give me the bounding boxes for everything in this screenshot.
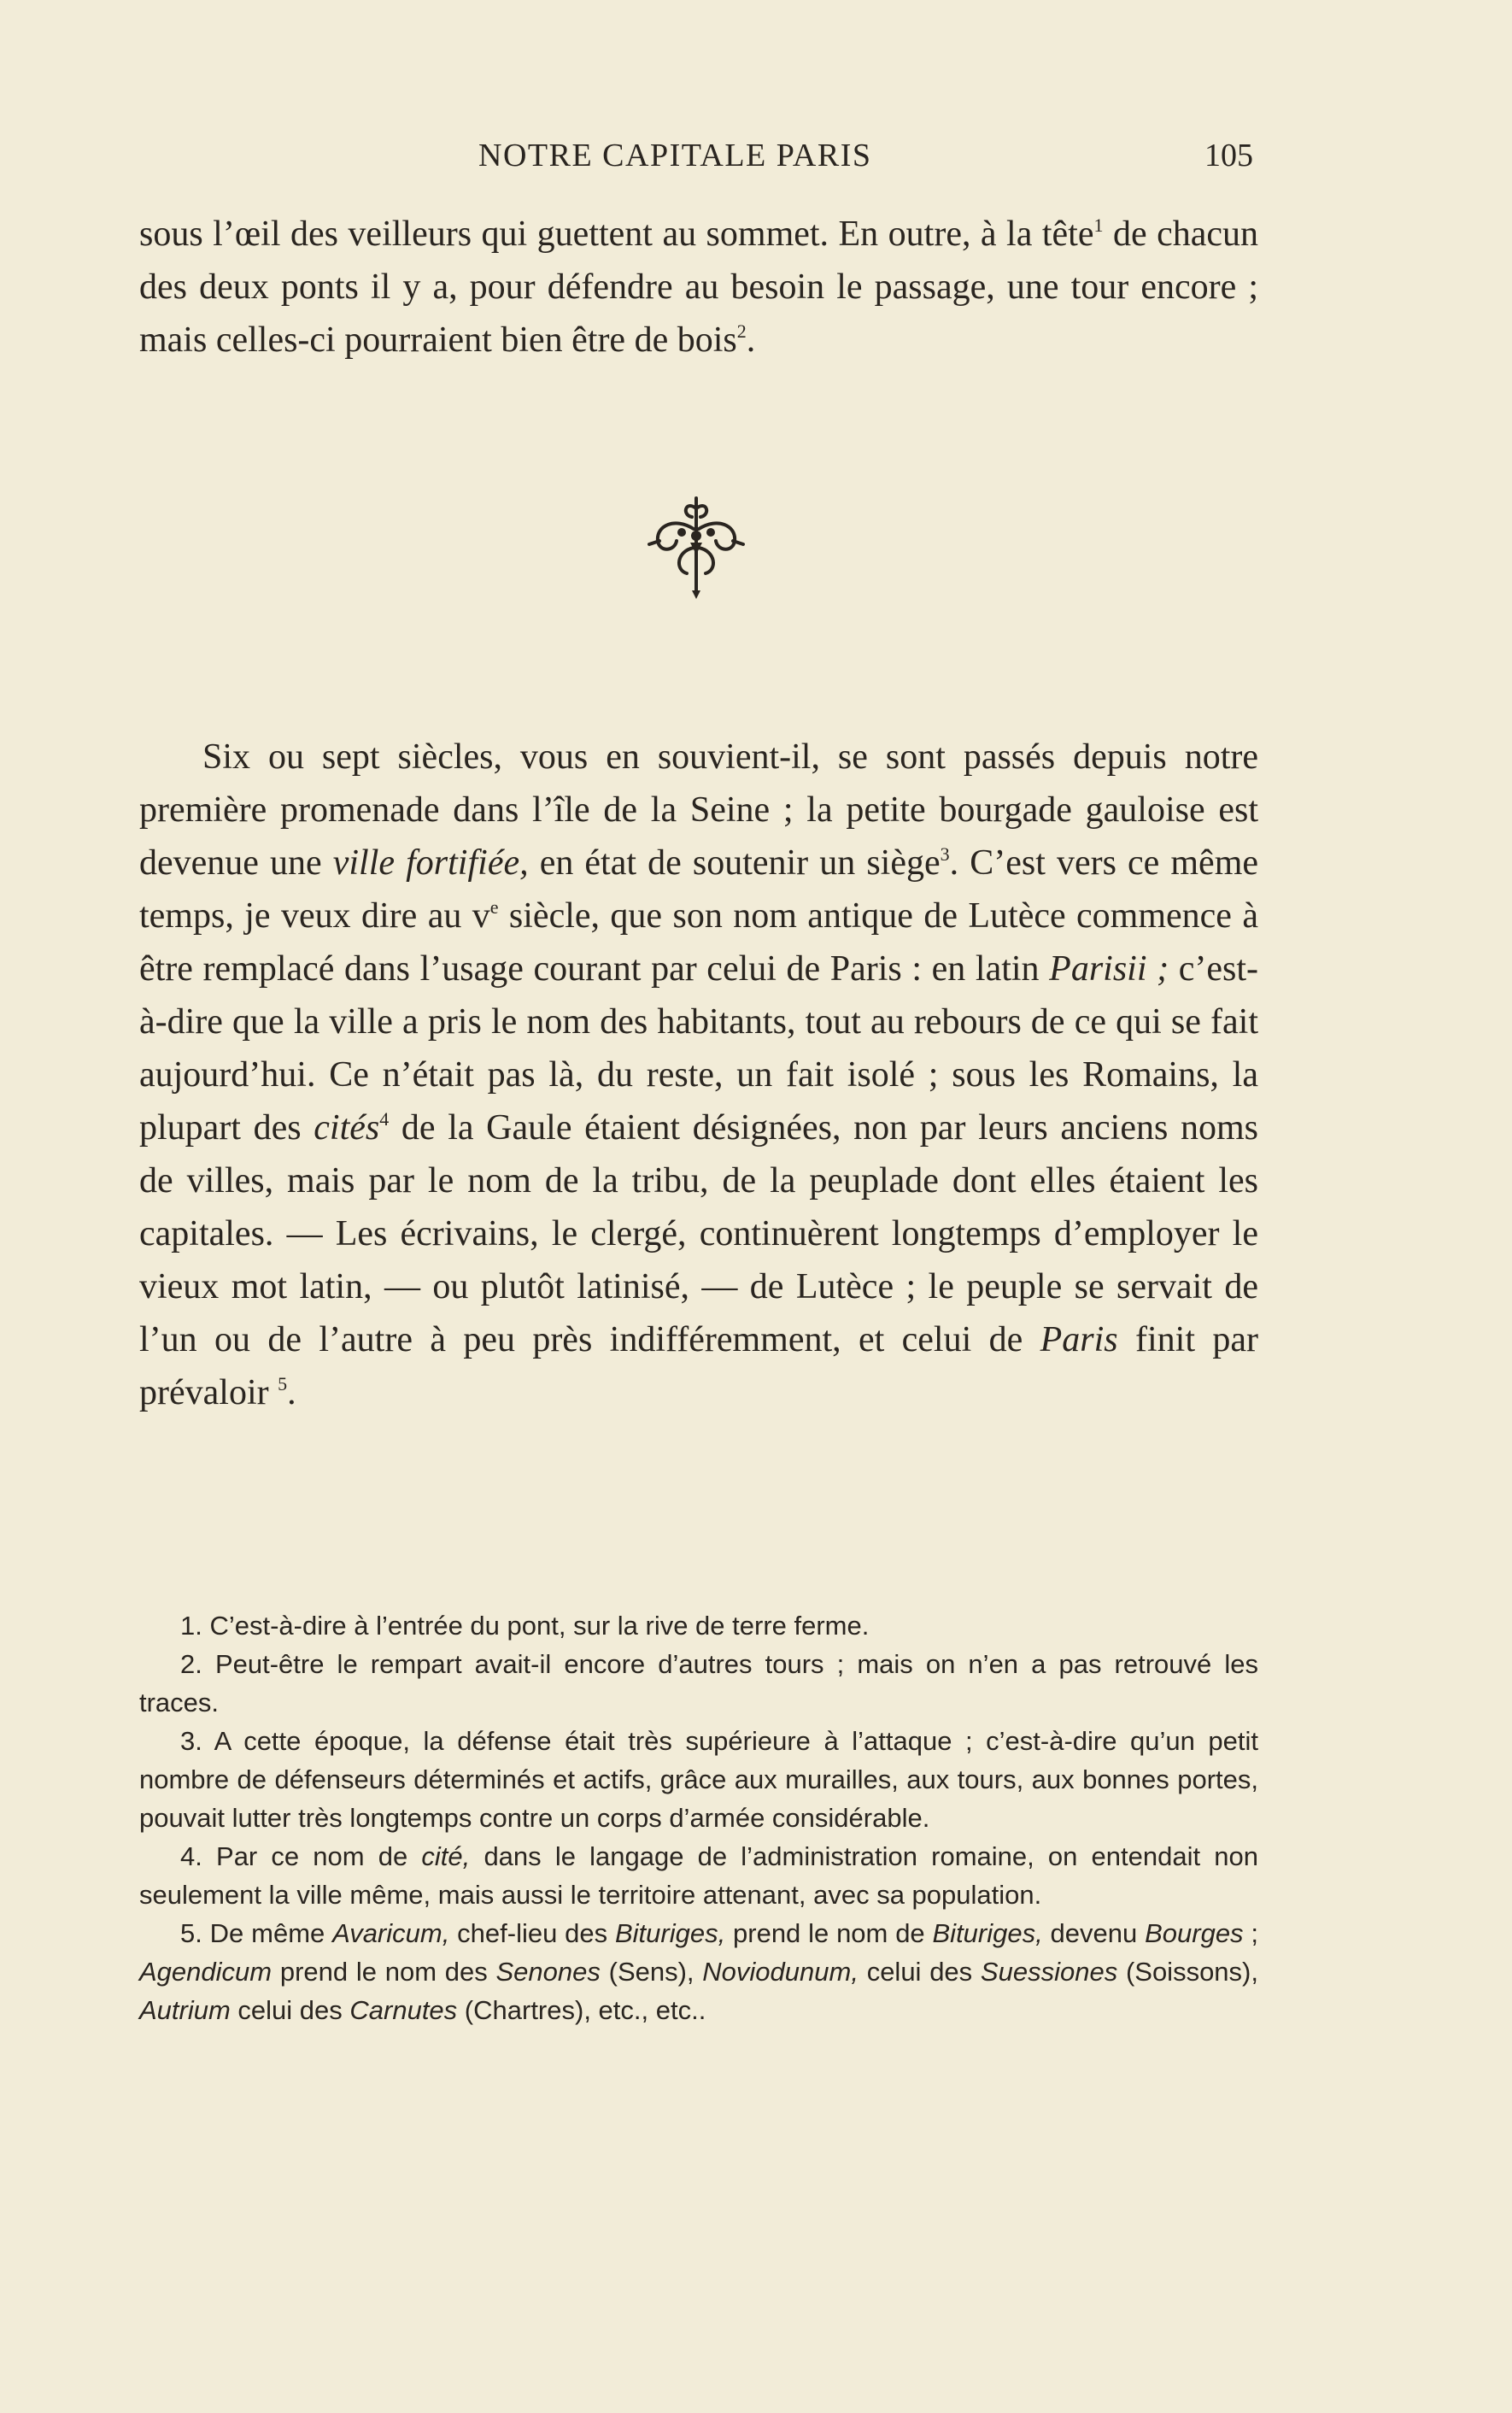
footnote-5-text-k: (Chartres), etc., etc.. (457, 1995, 706, 2025)
footnote-4-italic: cité, (421, 1841, 471, 1871)
footnote-5-text-d: devenu (1042, 1918, 1146, 1948)
footnote-5-text-c: prend le nom de (725, 1918, 933, 1948)
footnote-5-italic-senones: Senones (495, 1957, 601, 1987)
superscript-e: e (489, 896, 499, 918)
footnote-4-text-b: dans le langage de l’administration romaine, on entendait non seulement la ville même, mais aussi le territoire attenant, avec sa population. (139, 1841, 1258, 1910)
footnote-5-text-a: 5. De même (180, 1918, 333, 1948)
footnote-5-italic-bituriges-1: Bituriges, (614, 1918, 726, 1948)
paragraph-1-text-c: . (746, 320, 756, 360)
paragraph-1-text-b: de chacun des deux ponts il y a, pour défendre au besoin le passage, une tour encore ; mais celles-ci pourraient bien être de bois (139, 214, 1258, 360)
footnote-3: 3. A cette époque, la défense était très supérieure à l’attaque ; c’est-à-dire qu’un petit nombre de défenseurs déterminés et actifs, grâce aux murailles, aux tours, aux bonnes portes, pouvait lutter très longtemps contre un corps d’armée considérable. (139, 1726, 1258, 1833)
footnote-5-text-f: prend le nom des (272, 1957, 496, 1987)
footnote-5-italic-avaricum: Avaricum, (332, 1918, 450, 1948)
footnote-ref-3: 3 (940, 843, 950, 865)
footnote-5-text-j: celui des (230, 1995, 350, 2025)
paragraph-2-text-g: c’est-à-dire que la ville a pris le nom des habitants, tout au rebours de ce qui se fait aujourd’hui. Ce n’était pas là, du reste, un fait isolé ; sous les Romains, la plupart des (139, 949, 1259, 1148)
footnote-5 (139, 1914, 1258, 2029)
italic-ville-fortifiee: ville fortifiée, (332, 843, 529, 883)
italic-paris: Paris (1040, 1320, 1118, 1359)
paragraph-2-text-l: . (287, 1373, 296, 1412)
footnote-2: 2. Peut-être le rempart avait-il encore d’autres tours ; mais on n’en a pas retrouvé les traces. (139, 1649, 1258, 1717)
italic-cites: cités (314, 1108, 380, 1148)
footnote-5-text-b: chef-lieu des (449, 1918, 615, 1948)
footnote-4 (139, 1837, 1258, 1914)
italic-parisii: Parisii ; (1049, 949, 1169, 989)
paragraph-2-text-a: Six ou sept siècles, vous en souvient-il, se sont passés depuis notre première promenade dans l’île de la Seine ; la petite bourgade gauloise est devenue une (139, 737, 1258, 883)
footnote-5-text-e: ; (1243, 1918, 1258, 1948)
footnote-5-italic-bituriges-2: Bituriges, (932, 1918, 1043, 1948)
footnote-ref-5: 5 (278, 1373, 288, 1394)
page-number: 105 (1204, 138, 1253, 173)
running-header (0, 137, 1512, 179)
footnotes (139, 1606, 1258, 2029)
footnote-ref-2: 2 (736, 320, 747, 342)
footnote-5-text-i: (Soissons), (1117, 1957, 1258, 1987)
footnote-ref-4: 4 (379, 1108, 390, 1130)
footnote-5-italic-autrium: Autrium (139, 1995, 231, 2025)
footnote-5-italic-noviodunum: Noviodunum, (702, 1957, 859, 1987)
paragraph-2-text-i: de la Gaule étaient désignées, non par leurs anciens noms de villes, mais par le nom de la tribu, de la peuplade dont elles étaient les capitales. — Les écrivains, le clergé, continuèrent longtemps d’employer le vieux mot latin, — ou plutôt latinisé, — de Lutèce ; le peuple se servait de l’un ou de l’autre à peu près indifféremment, et celui de (139, 1108, 1259, 1359)
running-title: NOTRE CAPITALE PARIS (478, 138, 872, 173)
footnote-1: 1. C’est-à-dire à l’entrée du pont, sur la rive de terre ferme. (180, 1611, 870, 1641)
footnote-4-text-a: 4. Par ce nom de (180, 1841, 422, 1871)
paragraph-2-text-e: siècle, que son nom antique de Lutèce commence à être remplacé dans l’usage courant par celui de Paris : en latin (139, 896, 1258, 989)
footnote-5-italic-carnutes: Carnutes (349, 1995, 458, 2025)
paragraph-1-text-a: sous l’œil des veilleurs qui guettent au sommet. En outre, à la tête (139, 214, 1094, 254)
footnote-5-italic-suessiones: Suessiones (980, 1957, 1118, 1987)
footnote-ref-1: 1 (1093, 214, 1104, 236)
paragraph-1 (139, 208, 1258, 367)
footnote-5-text-g: (Sens), (600, 1957, 703, 1987)
footnote-5-italic-agendicum: Agendicum (139, 1957, 273, 1987)
paragraph-2-text-c: en état de soutenir un siège (528, 843, 941, 883)
paragraph-2-text-d: . C’est vers ce même temps, je veux dire au v (139, 843, 1259, 936)
fleuron-ornament-icon (632, 491, 760, 602)
paragraph-2-text-k: finit par prévaloir (139, 1320, 1258, 1412)
footnote-5-italic-bourges: Bourges (1145, 1918, 1244, 1948)
footnote-5-text-h: celui des (858, 1957, 981, 1987)
paragraph-2 (139, 731, 1258, 1419)
